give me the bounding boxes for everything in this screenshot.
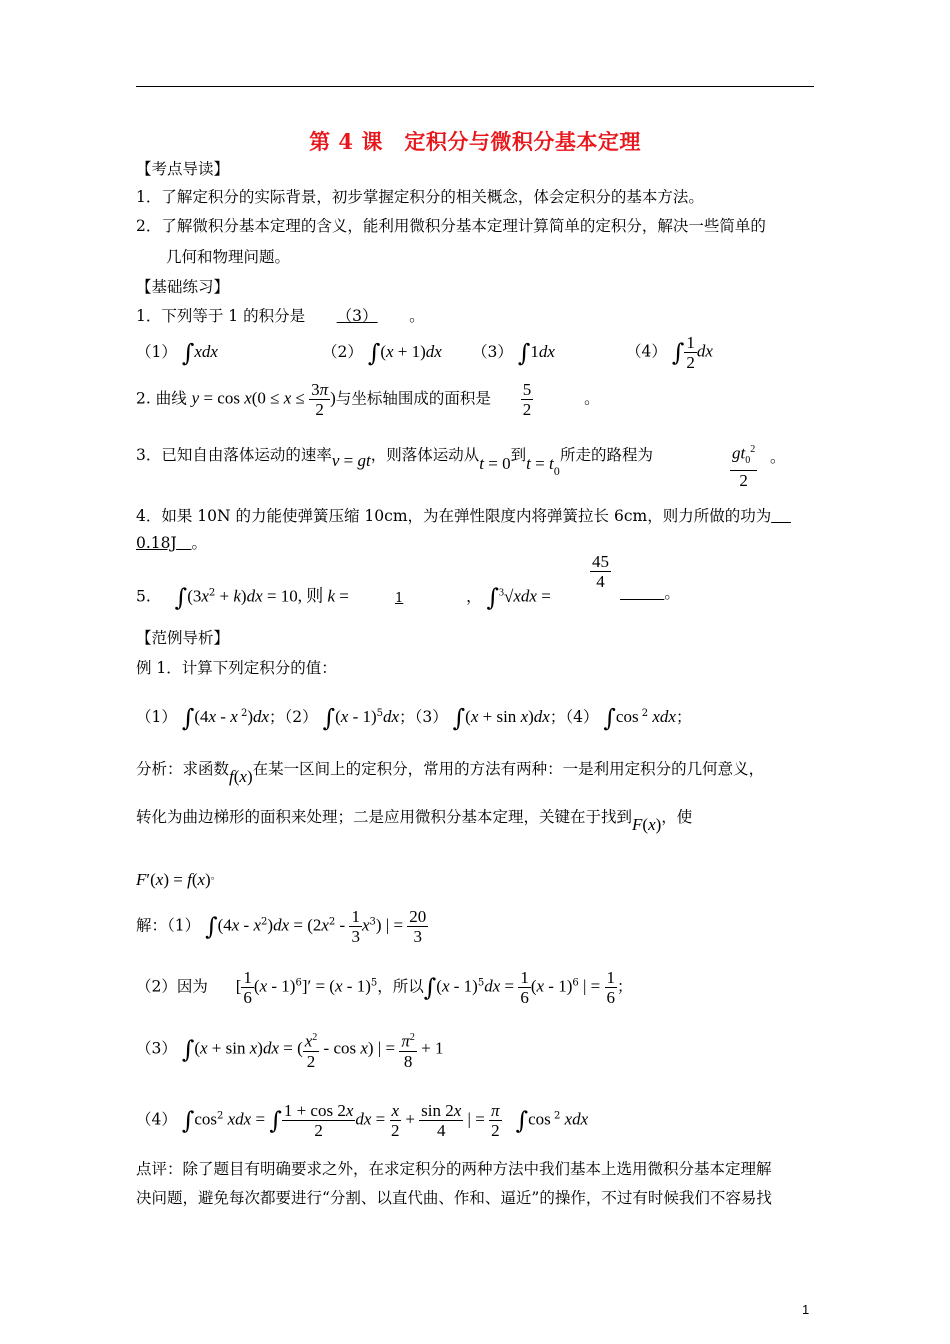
q1-answer: （3） (336, 307, 378, 325)
solution-4: （4） $\int\cos^2$ xdx = ∫ $\frac{1 + \cos 2x}{2}$ dx = $\frac{x}{2}$ + $\frac{\sin 2x}{4}$ | = $\frac{\pi}{2}$ ∫cos $^2$ xdx (136, 1101, 589, 1140)
q2-prefix: 2. 曲线 (136, 389, 187, 408)
q2-answer-num: 5 (522, 380, 532, 399)
ex1-part-2: ；（2） (269, 708, 318, 727)
solution-3: （3） ∫(x + sin x)dx = ( $\frac{x^2}{2}$ - cos x) | = $\frac{\pi^2}{8}$ + 1 (136, 1028, 443, 1071)
page-title: 第 4 课 定积分与微积分基本定理 (309, 129, 641, 154)
q4-end: 。 (191, 534, 208, 552)
question-4-line1 (136, 505, 791, 527)
q3-end: 。 (770, 448, 786, 466)
q1-opt-3: （3） (472, 343, 513, 361)
solution-1: 解：（1） $\int(4x - x^2)dx = (2x^2$ - $\frac{1}{3}$ $x^3$) | = $\frac{20}{3}$ (136, 907, 427, 946)
question-2: 2. 曲线 y = cos x(0 ≤ x ≤ $\frac{3\pi}{2}$ )与坐标轴围成的面积是 $\frac{5}{2}$ 。 (136, 380, 600, 419)
section-basic: 【基础练习】 (136, 278, 230, 296)
page-number: 1 (802, 1302, 810, 1317)
q1-option-2: （2） ∫(x + 1)dx (322, 339, 442, 367)
ex1-part-4: ；（4） (549, 708, 599, 727)
q5-answer-1: 1 (394, 590, 404, 606)
solution-2c: ； (617, 977, 633, 996)
header-rule (136, 86, 814, 87)
question-3: 3．已知自由落体运动的速率v = gt，则落体运动从t = 0到$t = t_0$所走的路程为 (136, 446, 654, 479)
solution-2b: ，所以 (377, 977, 424, 996)
analysis-1b: 在某一区间上的定积分，常用的方法有两种：一是利用定积分的几何意义， (252, 760, 765, 778)
section-example: 【范例导析】 (136, 629, 230, 647)
question-1 (136, 305, 425, 327)
example-1-parts: （1） ∫(4x - x $^2$)dx；（2） ∫(x - 1)$^5$dx；（3） ∫(x + sin x)dx；（4） ∫cos $^2$ xdx； (136, 704, 692, 733)
analysis-formula: F′(x) = f(x)。 (136, 870, 221, 890)
comment-line-1: 点评：除了题目有明确要求之外，在求定积分的两种方法中我们基本上选用微积分基本定理解 (136, 1160, 772, 1178)
q1-opt-1: （1） (136, 343, 177, 361)
q2-mid: 与坐标轴围成的面积是 (335, 389, 491, 408)
q3-mid2: 到 (510, 446, 527, 464)
analysis-line-1: 分析：求函数f(x)在某一区间上的定积分，常用的方法有两种：一是利用定积分的几何意义， (136, 760, 765, 786)
q1-text: 1．下列等于 1 的积分是 (136, 307, 306, 325)
q1-options: （1） ∫xdx (136, 339, 218, 367)
ex1-part-1: （1） (136, 708, 177, 727)
q5-prefix: 5. (136, 587, 151, 606)
q3-prefix: 3．已知自由落体运动的速率 (136, 446, 332, 464)
solution-label: 解：（1） (136, 916, 201, 935)
solution-2: （2）因为 [ $\frac{1}{6}$ (x - 1)$^6$]′ = (x - 1)$^5$，所以∫(x - 1)$^5$dx = $\frac{1}{6}$ (x - 1)$^6$ | = $\frac{1}{6}$ ； (136, 968, 633, 1007)
q1-end: 。 (409, 307, 425, 325)
q2-end: 。 (584, 389, 600, 408)
ex1-part-end: ； (675, 708, 692, 727)
guide-item-1: 1．了解定积分的实际背景，初步掌握定积分的相关概念，体会定积分的基本方法。 (136, 188, 704, 206)
q5-answer-2-num: 45 (592, 552, 609, 571)
q3-answer: $\frac{gt_0^2}{2}$ (730, 440, 757, 490)
q3-mid1: ，则落体运动从 (370, 446, 480, 464)
question-4-line2 (136, 532, 207, 554)
q1-opt-4: （4） (626, 342, 667, 361)
q3-mid3: 所走的路程为 (560, 446, 654, 464)
q4-answer: 0.18J (136, 534, 177, 552)
analysis-1a: 分析：求函数 (136, 760, 230, 778)
solution-4-label: （4） (136, 1110, 177, 1129)
q2-answer-den: 2 (522, 400, 532, 419)
q5-end-line (620, 582, 680, 604)
q1-opt-2: （2） (322, 343, 363, 361)
q5-answer-2 (590, 552, 611, 591)
solution-3-label: （3） (136, 1039, 177, 1058)
comment-line-2: 决问题，避免每次都要进行“分割、以直代曲、作和、逼近”的操作，不过有时候我们不容易找 (136, 1189, 772, 1207)
q5-answer-2-den: 4 (596, 572, 605, 591)
analysis-2a: 转化为曲边梯形的面积来处理；二是应用微积分基本定理，关键在于找到 (136, 808, 633, 826)
example-1-label: 例 1．计算下列定积分的值： (136, 659, 337, 677)
q1-option-3: （3） ∫1dx (472, 339, 555, 367)
section-guide: 【考点导读】 (136, 160, 230, 178)
q5-end: 。 (664, 584, 680, 602)
q4-text: 4．如果 10N 的力能使弹簧压缩 10cm，为在弹性限度内将弹簧拉长 6cm，则力所做的功为 (136, 507, 772, 525)
analysis-2b: ，使 (661, 808, 693, 826)
analysis-line-2: 转化为曲边梯形的面积来处理；二是应用微积分基本定理，关键在于找到F(x)，使 (136, 808, 693, 834)
guide-item-3: 几何和物理问题。 (166, 248, 291, 266)
ex1-part-3: ；（3） (399, 708, 448, 727)
question-5: 5. $\int(3x^2 + k)dx = 10$, 则 k = 1 ， ∫$^3$√xdx = (136, 583, 551, 612)
q5-comma: ， (466, 587, 482, 606)
guide-item-2: 2．了解微积分基本定理的含义，能利用微积分基本定理计算简单的定积分，解决一些简单的 (136, 217, 766, 235)
q1-option-4: （4） ∫ $\frac{1}{2}$ dx (626, 333, 713, 372)
solution-2a: （2）因为 (136, 977, 208, 996)
